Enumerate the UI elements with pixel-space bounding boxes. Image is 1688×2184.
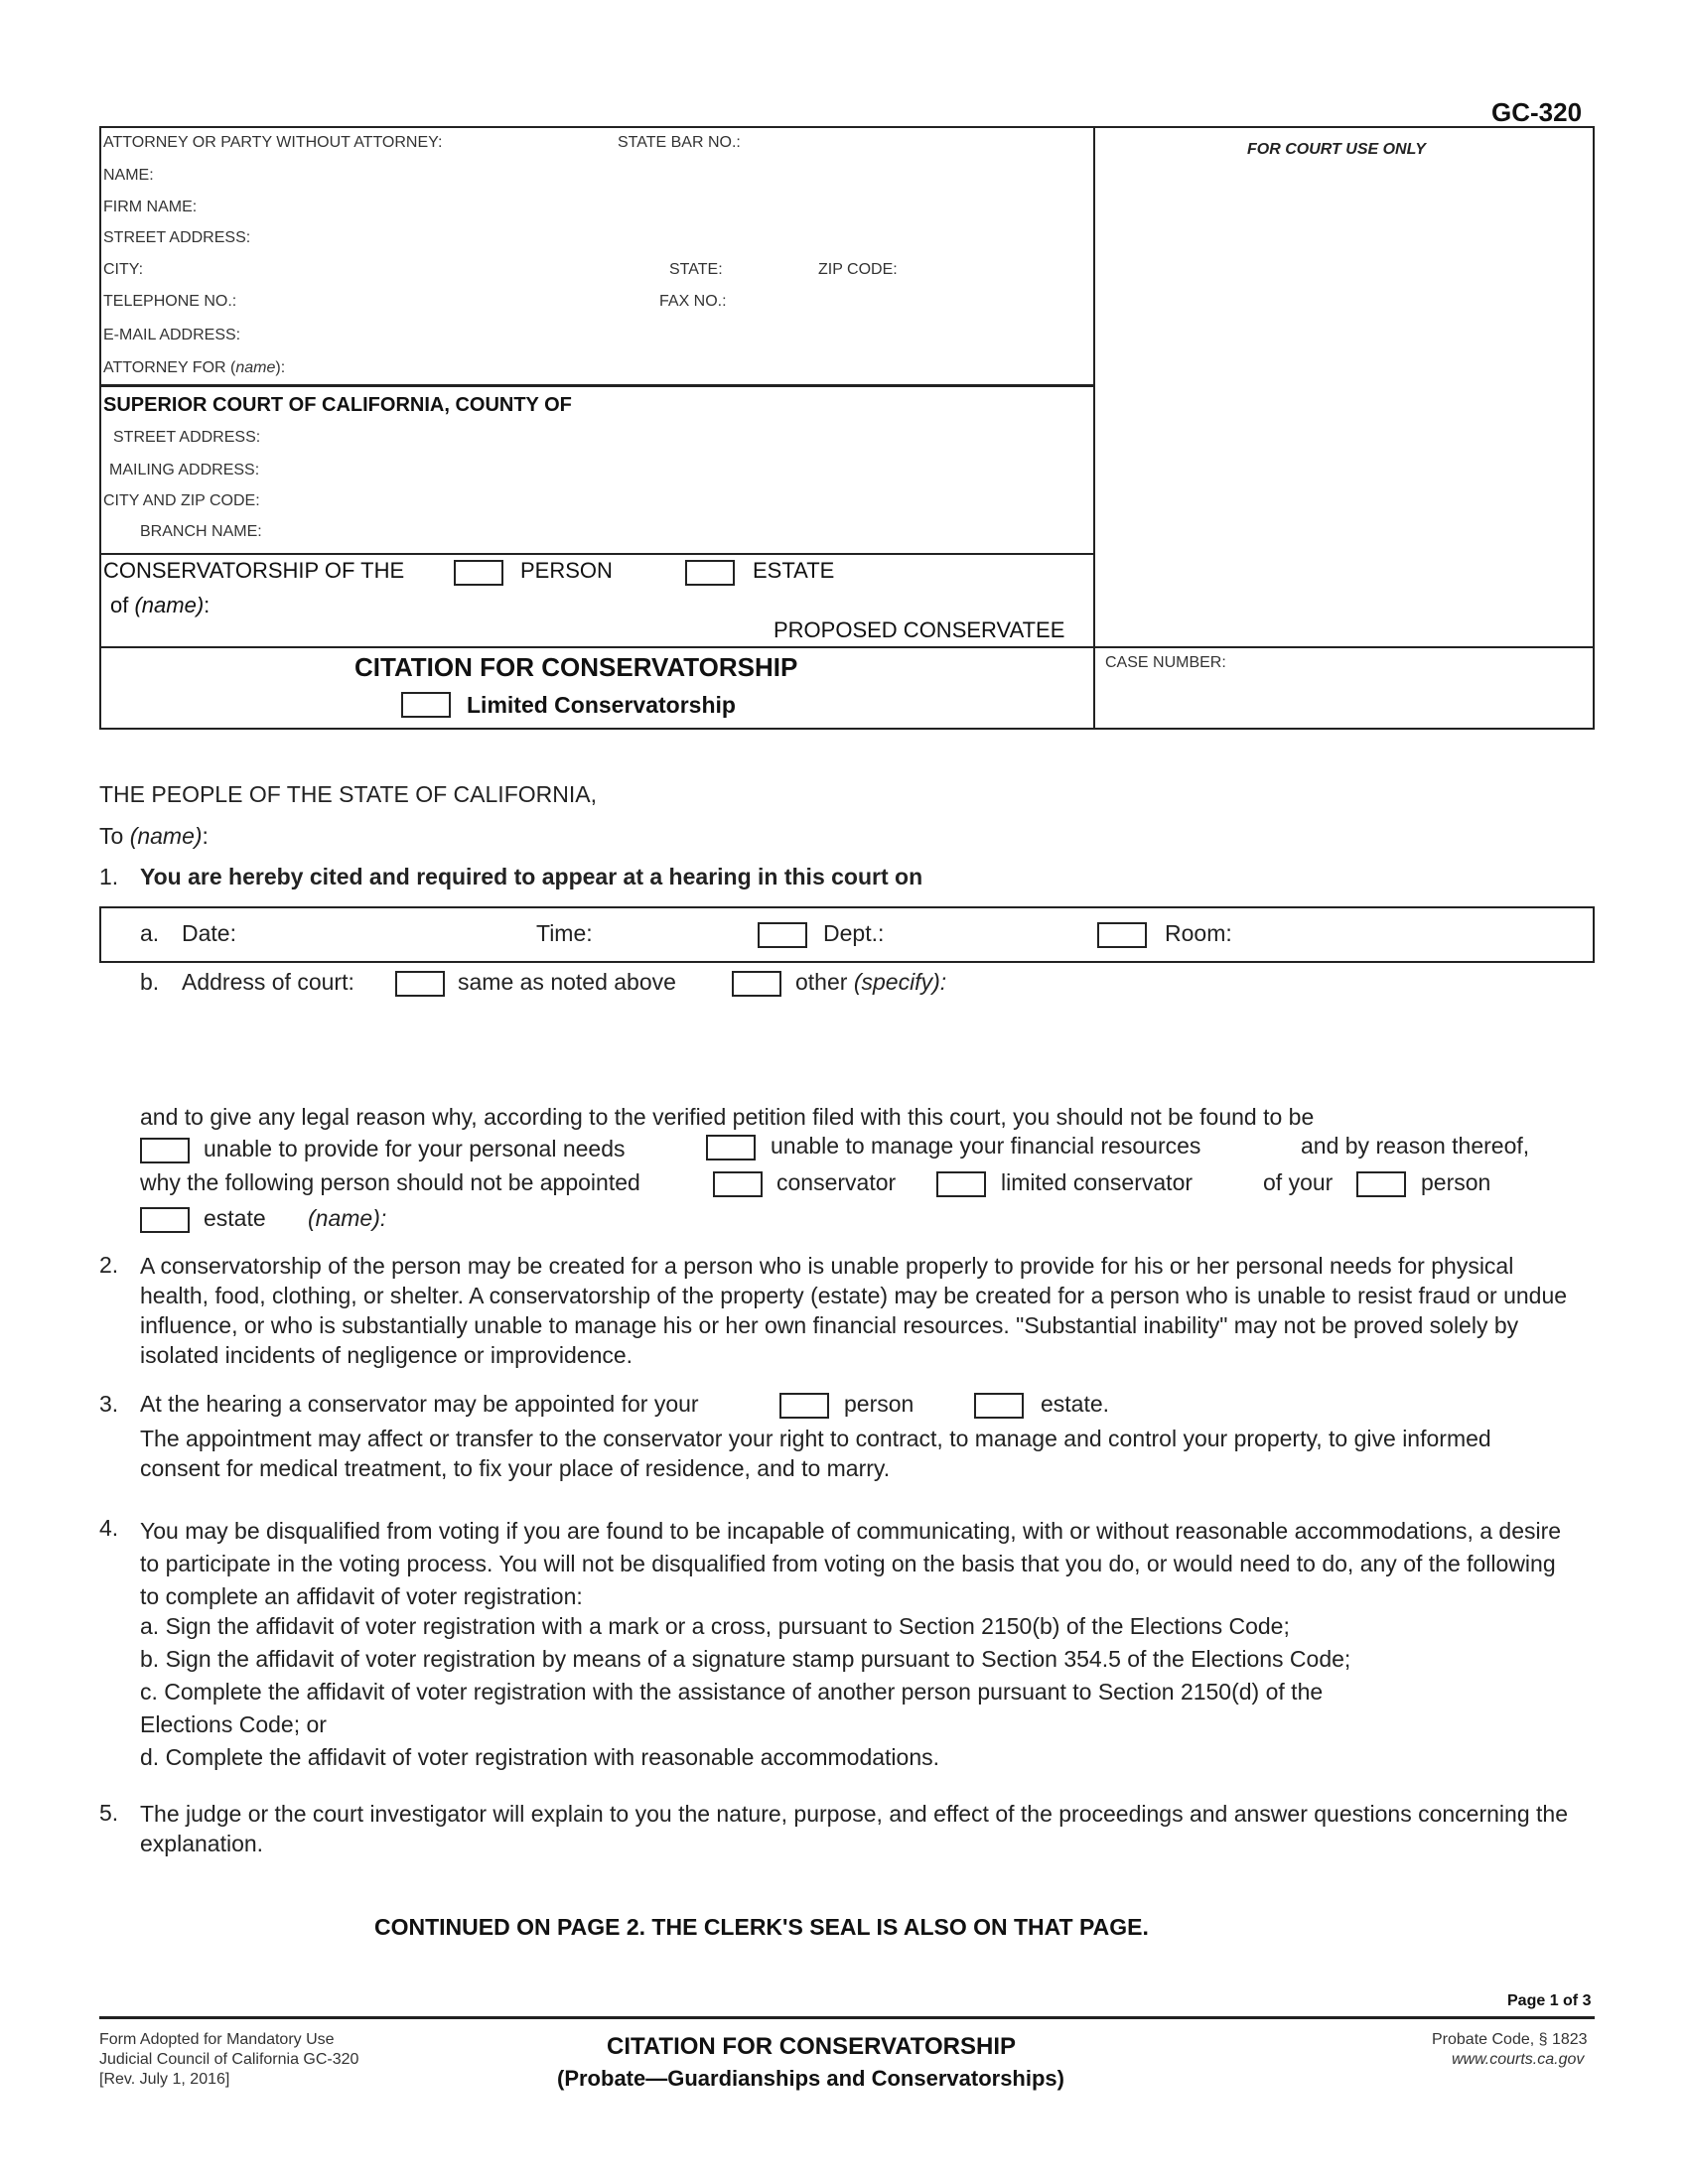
continued-notice: CONTINUED ON PAGE 2. THE CLERK'S SEAL IS ALSO ON THAT PAGE.	[374, 1914, 1149, 1940]
conservator-label: conservator	[776, 1169, 897, 1195]
dept-label: Dept.:	[823, 920, 885, 946]
street-label: STREET ADDRESS:	[103, 229, 251, 246]
telephone-label: TELEPHONE NO.:	[103, 293, 237, 310]
item5-number: 5.	[99, 1800, 119, 1826]
court-street-label: STREET ADDRESS:	[113, 429, 261, 446]
court-title: SUPERIOR COURT OF CALIFORNIA, COUNTY OF	[103, 394, 572, 416]
conservatee-name-label: of (name):	[110, 593, 211, 617]
reason-text: and to give any legal reason why, according to the verified petition filed with this court, you should not be found to be	[140, 1104, 1315, 1130]
footer-subtitle: (Probate—Guardianships and Conservatorships)	[557, 2066, 1064, 2091]
unable-financial-checkbox[interactable]	[706, 1135, 756, 1160]
zip-label: ZIP CODE:	[818, 261, 898, 278]
conservatorship-label: CONSERVATORSHIP OF THE	[103, 558, 405, 583]
unable-personal-label: unable to provide for your personal needs	[204, 1136, 626, 1161]
case-number-label: CASE NUMBER:	[1105, 654, 1226, 671]
attorney-label: ATTORNEY OR PARTY WITHOUT ATTORNEY:	[103, 134, 443, 151]
court-mailing-label: MAILING ADDRESS:	[109, 462, 260, 478]
same-address-label: same as noted above	[458, 969, 676, 995]
city-label: CITY:	[103, 261, 144, 278]
item1a-letter: a.	[140, 920, 160, 946]
unable-financial-label: unable to manage your financial resources	[771, 1133, 1201, 1159]
divider-attorney-court	[99, 384, 1095, 387]
page-number: Page 1 of 3	[1507, 1992, 1592, 2009]
item4-a: a. Sign the affidavit of voter registration with a mark or a cross, pursuant to Section 2150(b) of the Elections Code;	[140, 1613, 1290, 1639]
limited-conservator-label: limited conservator	[1001, 1169, 1194, 1195]
item1-estate-checkbox[interactable]	[140, 1207, 190, 1233]
room-label: Room:	[1165, 920, 1232, 946]
court-branch-label: BRANCH NAME:	[140, 523, 262, 540]
state-bar-label: STATE BAR NO.:	[618, 134, 741, 151]
limited-checkbox[interactable]	[401, 692, 451, 718]
item1-person-checkbox[interactable]	[1356, 1171, 1406, 1197]
footer-left-1: Form Adopted for Mandatory Use	[99, 2031, 335, 2048]
time-label: Time:	[536, 920, 593, 946]
other-address-checkbox[interactable]	[732, 971, 781, 997]
footer-right-1: Probate Code, § 1823	[1432, 2031, 1588, 2048]
item3-text: At the hearing a conservator may be appointed for your	[140, 1391, 699, 1417]
unable-personal-checkbox[interactable]	[140, 1138, 190, 1163]
item4-b: b. Sign the affidavit of voter registration by means of a signature stamp pursuant to Section 354.5 of the Elections Code;	[140, 1646, 1351, 1672]
item1-text: You are hereby cited and required to appear at a hearing in this court on	[140, 864, 923, 889]
item4-number: 4.	[99, 1515, 119, 1541]
item4-c-continued: Elections Code; or	[140, 1711, 327, 1737]
why-label: why the following person should not be appointed	[140, 1169, 640, 1195]
footer-right-2[interactable]: www.courts.ca.gov	[1452, 2051, 1585, 2068]
conservator-checkbox[interactable]	[713, 1171, 763, 1197]
divider-title-row	[99, 646, 1595, 648]
item3-estate-label: estate.	[1041, 1391, 1110, 1417]
item1-estate-label: estate	[204, 1205, 266, 1231]
limited-label: Limited Conservatorship	[467, 692, 736, 718]
item4-text: You may be disqualified from voting if you are found to be incapable of communicating, with or without reasonable accommodations, a desire to participate in the voting process. You will not be disqualified from voting on the basis that you do, or would need to do, any of the following to complete an affidavit of voter registration:	[140, 1518, 1562, 1609]
address-label: Address of court:	[182, 969, 354, 995]
item3-estate-checkbox[interactable]	[974, 1393, 1024, 1419]
footer-title: CITATION FOR CONSERVATORSHIP	[607, 2033, 1017, 2060]
same-address-checkbox[interactable]	[395, 971, 445, 997]
divider-court-conservatorship	[99, 553, 1095, 555]
fax-label: FAX NO.:	[659, 293, 727, 310]
estate-checkbox[interactable]	[685, 560, 735, 586]
by-reason-label: and by reason thereof,	[1301, 1133, 1530, 1159]
item3-number: 3.	[99, 1391, 119, 1417]
room-checkbox[interactable]	[1097, 922, 1147, 948]
firm-label: FIRM NAME:	[103, 199, 198, 215]
court-city-zip-label: CITY AND ZIP CODE:	[103, 492, 260, 509]
person-checkbox[interactable]	[454, 560, 503, 586]
item4-d: d. Complete the affidavit of voter registration with reasonable accommodations.	[140, 1744, 939, 1770]
item2-number: 2.	[99, 1252, 119, 1278]
item3-person-label: person	[844, 1391, 914, 1417]
footer-rule	[99, 2016, 1595, 2019]
people-line: THE PEOPLE OF THE STATE OF CALIFORNIA,	[99, 781, 597, 807]
name-label: NAME:	[103, 167, 154, 184]
item1-person-label: person	[1421, 1169, 1491, 1195]
date-label: Date:	[182, 920, 236, 946]
person-label: PERSON	[520, 558, 613, 583]
state-label: STATE:	[669, 261, 723, 278]
item2-text: A conservatorship of the person may be created for a person who is unable properly to provide for his or her personal needs for physical health, food, clothing, or shelter. A conservatorship of the property (estate) may be created for a person who is unable to resist fraud or undue influence, or who is substantially unable to manage his or her own financial resources. "Substantial inability" may not be proved solely by isolated incidents of negligence or improvidence.	[140, 1253, 1568, 1368]
item5-text: The judge or the court investigator will explain to you the nature, purpose, and effect of the proceedings and answer questions concerning the explanation.	[140, 1801, 1568, 1856]
item1b-letter: b.	[140, 969, 160, 995]
header-divider-vertical	[1093, 126, 1095, 730]
of-your-label: of your	[1263, 1169, 1334, 1195]
proposed-conservatee-label: PROPOSED CONSERVATEE	[774, 617, 1065, 642]
form-id: GC-320	[1491, 97, 1583, 127]
item3-text2: The appointment may affect or transfer to the conservator your right to contract, to manage and control your property, to give informed consent for medical treatment, to fix your place of residence, and to marry.	[140, 1426, 1491, 1481]
email-label: E-MAIL ADDRESS:	[103, 327, 241, 343]
to-name-line: To (name):	[99, 823, 209, 849]
item1-name-label: (name):	[308, 1205, 387, 1231]
footer-left-2: Judicial Council of California GC-320	[99, 2051, 359, 2068]
item3-person-checkbox[interactable]	[779, 1393, 829, 1419]
limited-conservator-checkbox[interactable]	[936, 1171, 986, 1197]
item1-number: 1.	[99, 864, 119, 889]
form-title: CITATION FOR CONSERVATORSHIP	[354, 652, 798, 682]
footer-left-3: [Rev. July 1, 2016]	[99, 2071, 230, 2088]
item4-c: c. Complete the affidavit of voter registration with the assistance of another person pursuant to Section 2150(d) of the	[140, 1679, 1324, 1705]
court-use-label: FOR COURT USE ONLY	[1247, 141, 1426, 158]
dept-checkbox[interactable]	[758, 922, 807, 948]
estate-label: ESTATE	[753, 558, 835, 583]
other-address-label: other (specify):	[795, 969, 947, 995]
attorney-for-label: ATTORNEY FOR (name):	[103, 359, 286, 376]
